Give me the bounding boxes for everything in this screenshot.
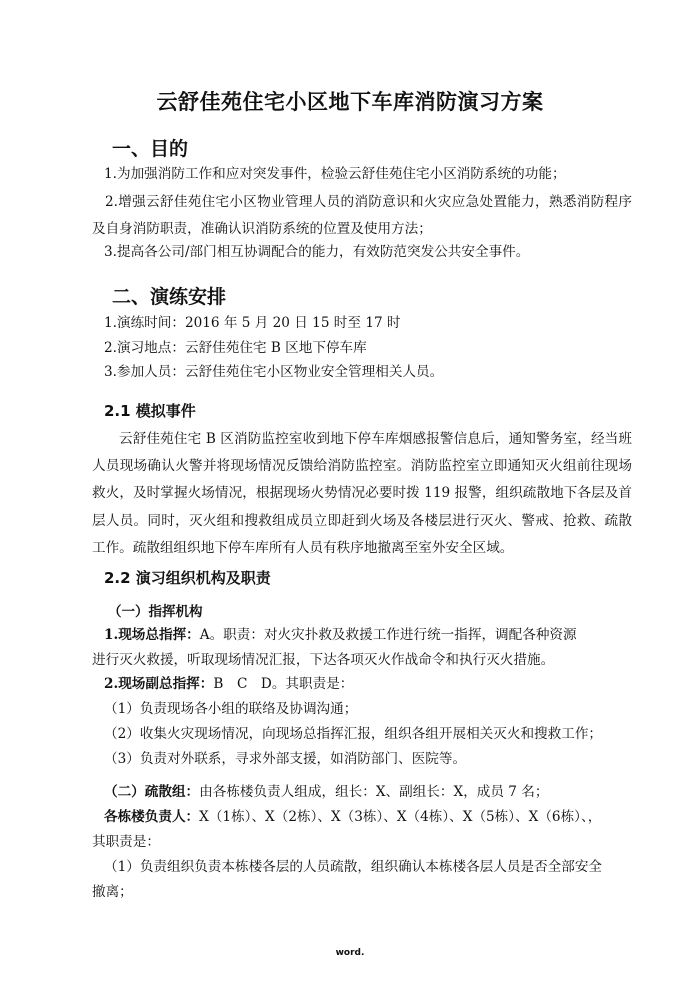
deputy-duty-2: （2）收集火灾现场情况，向现场总指挥汇报，组织各组开展相关灭火和搜救工作； bbox=[104, 726, 603, 742]
simulated-event-paragraph: 云舒佳苑住宅 B 区消防监控室收到地下停车库烟感报警信息后，通知警务室，经当班人员现场确认火警并将现场情况反馈给消防监控室。消防监控室立即通知灭火组前往现场救火，及时掌握火场情况，根据现场火势情况必要时拨 119 报警，组织疏散地下各层及首层人员。同时，灭火组和搜救组成员立即赶到火场及各楼层进行灭火、警戒、抢救、疏散工作。疏散组组织地下停车库所有人员有秩序地撤离至室外安全区域。 bbox=[92, 431, 632, 556]
evacuation-duty-1-cont: 撤离； bbox=[92, 884, 133, 900]
evacuation-group-text: 由各栋楼负责人组成，组长：X、副组长：X，成员 7 名； bbox=[199, 784, 549, 800]
purpose-item-1: 1.为加强消防工作和应对突发事件，检验云舒佳苑住宅小区消防系统的功能； bbox=[104, 166, 566, 182]
page-footer: word. bbox=[335, 948, 365, 958]
deputy-duty-3: （3）负责对外联系，寻求外部支援，如消防部门、医院等。 bbox=[104, 751, 467, 767]
evacuation-group-line bbox=[104, 782, 632, 802]
subsection-heading-organization: 2.2 演习组织机构及职责 bbox=[104, 569, 271, 587]
deputy-commander-line bbox=[104, 674, 632, 694]
building-leads-label: 各栋楼负责人： bbox=[104, 809, 200, 825]
building-leads-line-2: 其职责是： bbox=[92, 834, 160, 850]
building-leads-line bbox=[104, 807, 632, 827]
arrangement-item-location: 2.演习地点：云舒佳苑住宅 B 区地下停车库 bbox=[104, 340, 367, 356]
evacuation-duty-1: （1）负责组织负责本栋楼各层的人员疏散，组织确认本栋楼各层人员是否全部安全 bbox=[104, 859, 603, 875]
document-title: 云舒佳苑住宅小区地下车库消防演习方案 bbox=[156, 90, 544, 114]
deputy-commander-text: B C D。其职责是： bbox=[213, 676, 354, 692]
chief-commander-line-2: 进行灭火救援，听取现场情况汇报，下达各项灭火作战命令和执行灭火措施。 bbox=[92, 652, 555, 668]
subsection-heading-simulated-event: 2.1 模拟事件 bbox=[104, 402, 196, 420]
chief-commander-label: 1.现场总指挥： bbox=[104, 627, 200, 643]
purpose-item-3: 3.提高各公司/部门相互协调配合的能力，有效防范突发公共安全事件。 bbox=[104, 244, 530, 260]
deputy-commander-label: 2.现场副总指挥： bbox=[104, 676, 214, 692]
arrangement-item-time: 1.演练时间：2016 年 5 月 20 日 15 时至 17 时 bbox=[104, 315, 401, 331]
chief-commander-line bbox=[104, 625, 632, 645]
command-structure-heading: （一）指挥机构 bbox=[108, 604, 203, 620]
arrangement-item-participants: 3.参加人员：云舒佳苑住宅小区物业安全管理相关人员。 bbox=[104, 364, 444, 380]
section-heading-arrangement: 二、演练安排 bbox=[112, 286, 227, 308]
evacuation-group-label: （二）疏散组： bbox=[104, 784, 200, 800]
chief-commander-text: A。职责：对火灾扑救及救援工作进行统一指挥，调配各种资源 bbox=[199, 627, 577, 643]
section-heading-purpose: 一、目的 bbox=[112, 138, 189, 160]
purpose-item-2: 2.增强云舒佳苑住宅小区物业管理人员的消防意识和火灾应急处置能力，熟悉消防程序及自身消防职责，准确认识消防系统的位置及使用方法； bbox=[92, 194, 632, 238]
building-leads-text: X（1栋）、X（2栋）、X（3栋）、X（4栋）、X（5栋）、X（6栋）、， bbox=[199, 809, 602, 825]
deputy-duty-1: （1）负责现场各小组的联络及协调沟通； bbox=[104, 701, 358, 717]
